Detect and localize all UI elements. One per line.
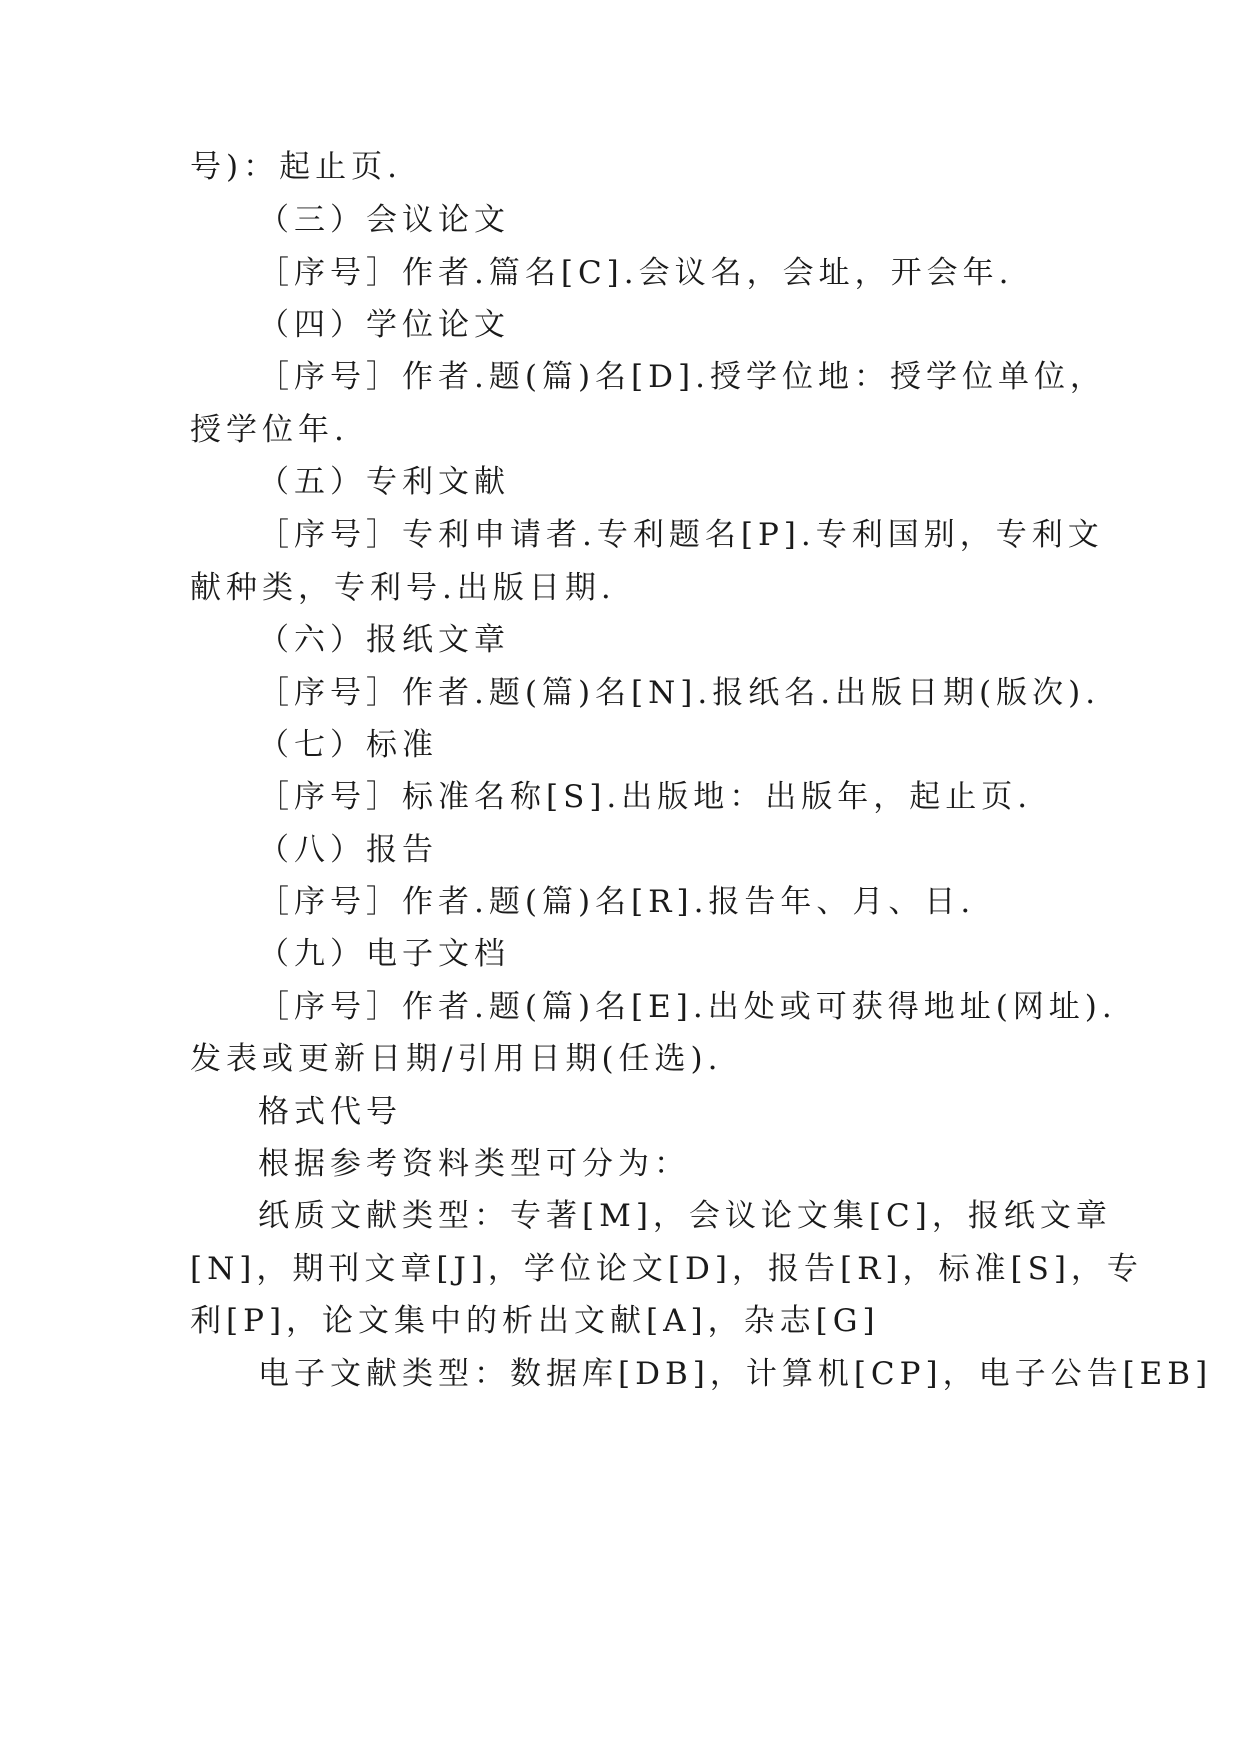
section-heading: （七）标准 xyxy=(258,727,438,763)
text-line: [N]，期刊文章[J]，学位论文[D]，报告[R]，标准[S]，专 xyxy=(190,1251,1143,1287)
text-line: ［序号］作者.题(篇)名[D].授学位地：授学位单位， xyxy=(258,359,1106,395)
section-heading: （八）报告 xyxy=(258,832,438,868)
section-heading: （五）专利文献 xyxy=(258,464,510,500)
text-line: ［序号］作者.题(篇)名[N].报纸名.出版日期(版次). xyxy=(258,675,1101,711)
text-line: ［序号］作者.题(篇)名[R].报告年、月、日. xyxy=(258,884,976,920)
text-line: 授学位年. xyxy=(190,412,349,448)
text-line: ［序号］专利申请者.专利题名[P].专利国别，专利文 xyxy=(258,517,1104,553)
section-heading: 格式代号 xyxy=(258,1094,402,1130)
text-line: 利[P]，论文集中的析出文献[A]，杂志[G] xyxy=(190,1303,880,1339)
text-line: 发表或更新日期/引用日期(任选). xyxy=(190,1041,723,1077)
text-line: 纸质文献类型：专著[M]，会议论文集[C]，报纸文章 xyxy=(258,1198,1112,1234)
text-line: ［序号］标准名称[S].出版地：出版年，起止页. xyxy=(258,779,1033,815)
section-heading: （六）报纸文章 xyxy=(258,622,510,658)
section-heading: （三）会议论文 xyxy=(258,202,510,238)
text-line: 电子文献类型：数据库[DB]，计算机[CP]，电子公告[EB] xyxy=(258,1356,1213,1392)
text-line: 根据参考资料类型可分为： xyxy=(258,1146,690,1182)
section-heading: （九）电子文档 xyxy=(258,936,510,972)
section-heading: （四）学位论文 xyxy=(258,307,510,343)
text-line: 号)：起止页. xyxy=(190,149,402,185)
text-line: 献种类，专利号.出版日期. xyxy=(190,570,616,606)
text-line: ［序号］作者.题(篇)名[E].出处或可获得地址(网址). xyxy=(258,989,1117,1025)
text-line: ［序号］作者.篇名[C].会议名，会址，开会年. xyxy=(258,255,1014,291)
